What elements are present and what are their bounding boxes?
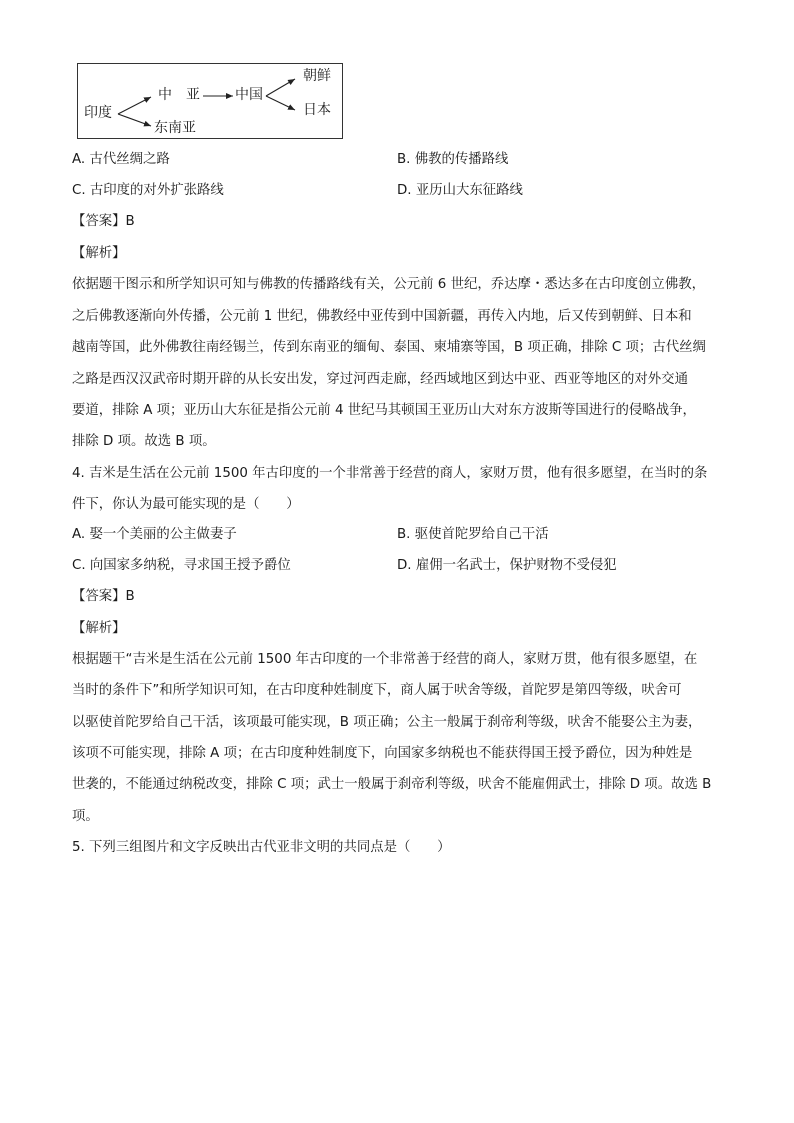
q3-option-c: C. 古印度的对外扩张路线 <box>72 183 224 198</box>
q4-stem-line: 4. 吉米是生活在公元前 1500 年古印度的一个非常善于经营的商人，家财万贯，他有很多愿望，在当时的条 <box>72 466 708 481</box>
q3-analysis-line: 要道，排除 A 项；亚历山大东征是指公元前 4 世纪马其顿国王亚历山大对东方波斯等国进行的侵略战争， <box>72 403 696 418</box>
q3-analysis-line: 之后佛教逐渐向外传播，公元前 1 世纪，佛教经中亚传到中国新疆，再传入内地，后又传到朝鲜、日本和 <box>72 309 692 324</box>
label-india: 印度 <box>84 105 112 121</box>
label-central-asia: 中 亚 <box>158 87 200 103</box>
q4-answer: 【答案】B <box>72 589 135 604</box>
q3-analysis-line: 排除 D 项。故选 B 项。 <box>72 434 216 449</box>
q3-option-b: B. 佛教的传播路线 <box>397 152 509 167</box>
q4-analysis-line: 项。 <box>72 809 99 824</box>
q4-stem-line: 件下，你认为最可能实现的是（ ） <box>72 497 300 512</box>
arrow-india-southeast-asia <box>118 114 151 126</box>
arrow-india-central-asia <box>118 97 151 114</box>
q4-analysis-line: 当时的条件下”和所学知识可知，在古印度种姓制度下，商人属于吠舍等级，首陀罗是第四等级，吠舍可 <box>72 683 682 698</box>
q3-option-d: D. 亚历山大东征路线 <box>397 183 523 198</box>
q3-analysis-line: 越南等国，此外佛教往南经锡兰，传到东南亚的缅甸、泰国、柬埔寨等国，B 项正确，排除 C 项；古代丝绸 <box>72 340 706 355</box>
q4-option-d: D. 雇佣一名武士，保护财物不受侵犯 <box>397 558 617 573</box>
label-korea: 朝鲜 <box>303 68 331 84</box>
q3-analysis-line: 之路是西汉汉武帝时期开辟的从长安出发，穿过河西走廊，经西域地区到达中亚、西亚等地区的对外交通 <box>72 372 688 387</box>
arrow-china-japan <box>266 96 295 110</box>
label-japan: 日本 <box>303 102 331 118</box>
q3-answer: 【答案】B <box>72 214 135 229</box>
label-southeast-asia: 东南亚 <box>154 120 196 136</box>
route-diagram <box>77 63 343 139</box>
q4-option-c: C. 向国家多纳税，寻求国王授予爵位 <box>72 558 291 573</box>
q4-option-a: A. 娶一个美丽的公主做妻子 <box>72 527 237 542</box>
q4-option-b: B. 驱使首陀罗给自己干活 <box>397 527 549 542</box>
q4-analysis-line: 以驱使首陀罗给自己干活，该项最可能实现，B 项正确；公主一般属于刹帝利等级，吠舍不能娶公主为妻， <box>72 715 702 730</box>
q4-analysis-line: 世袭的，不能通过纳税改变，排除 C 项；武士一般属于刹帝利等级，吠舍不能雇佣武士，排除 D 项。故选 B <box>72 777 712 792</box>
q4-analysis-heading: 【解析】 <box>72 621 126 636</box>
q5-stem: 5. 下列三组图片和文字反映出古代亚非文明的共同点是（ ） <box>72 840 451 855</box>
q4-analysis-line: 该项不可能实现，排除 A 项；在古印度种姓制度下，向国家多纳税也不能获得国王授予爵位，因为种姓是 <box>72 746 693 761</box>
label-china: 中国 <box>235 87 263 103</box>
q3-analysis-line: 依据题干图示和所学知识可知与佛教的传播路线有关，公元前 6 世纪，乔达摩・悉达多在古印度创立佛教， <box>72 277 705 292</box>
q3-analysis-heading: 【解析】 <box>72 246 126 261</box>
q3-option-a: A. 古代丝绸之路 <box>72 152 170 167</box>
arrow-china-korea <box>266 79 295 96</box>
q4-analysis-line: 根据题干“吉米是生活在公元前 1500 年古印度的一个非常善于经营的商人，家财万贯，他有很多愿望，在 <box>72 652 698 667</box>
